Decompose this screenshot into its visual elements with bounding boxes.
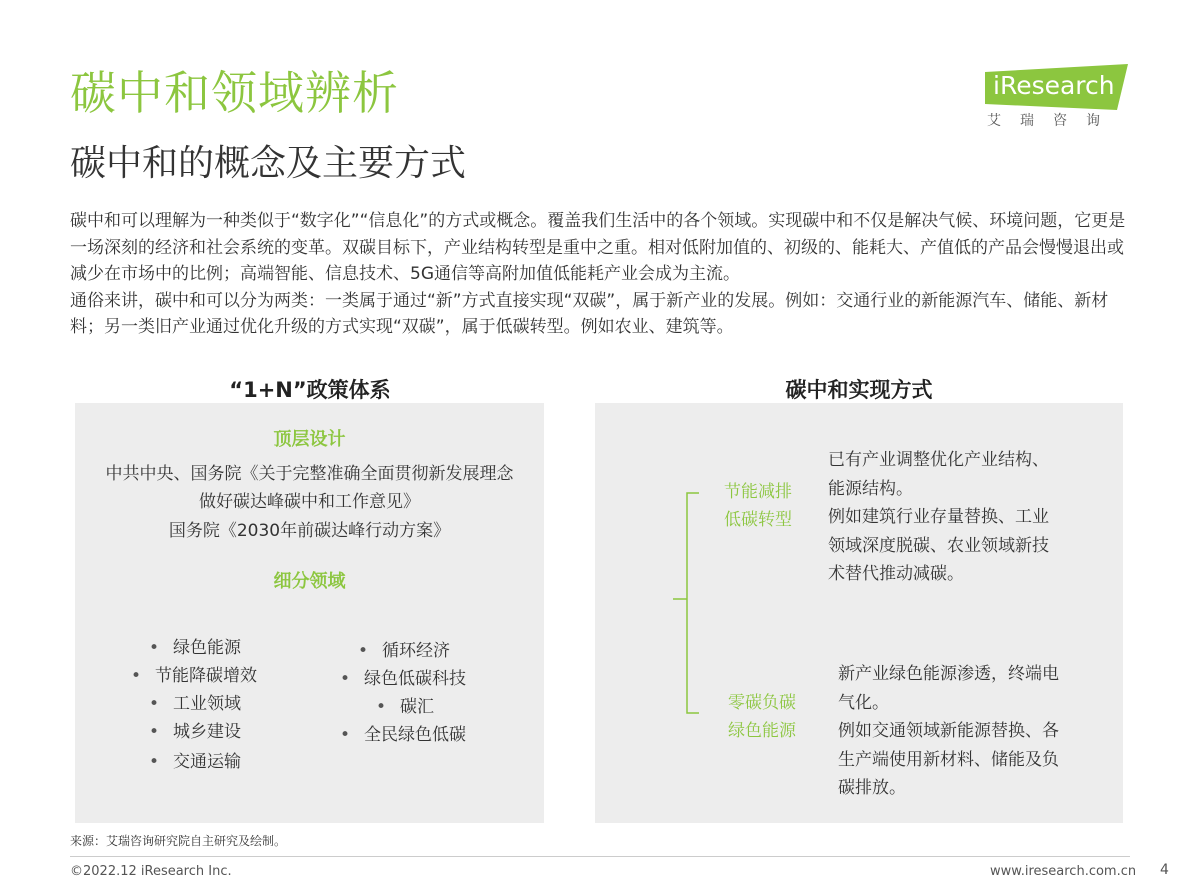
- area-list-item: • 城乡建设: [149, 722, 241, 742]
- sub-areas-label: 细分领域: [273, 571, 346, 592]
- copyright-text: ©2022.12 iResearch Inc.: [70, 864, 232, 879]
- policy-document-line: 国务院《2030年前碳达峰行动方案》: [168, 521, 451, 541]
- area-list-item: • 节能降碳增效: [131, 666, 257, 686]
- page-number: 4: [1160, 862, 1169, 878]
- intro-paragraph-1: 碳中和可以理解为一种类似于“数字化”“信息化”的方式或概念。覆盖我们生活中的各个领域。实现碳中和不仅是解决气候、环境问题，它更是一场深刻的经济和社会系统的变革。双碳目标下，产业结构转型是重中之重。相对低附加值的、初级的、能耗大、产值低的产品会慢慢退出或减少在市场中的比例；高端智能、信息技术、5G通信等高附加值低能耗产业会成为主流。: [70, 211, 1126, 284]
- bullet-icon: •: [149, 694, 160, 714]
- logo-chinese-name: 艾瑞咨询: [987, 113, 1119, 129]
- iresearch-logo: [985, 64, 1135, 136]
- area-list-item: • 绿色能源: [149, 638, 241, 658]
- bullet-icon: •: [340, 725, 351, 745]
- method-description: 已有产业调整优化产业结构、 能源结构。 例如建筑行业存量替换、工业 领域深度脱碳、农业领域新技 术替代推动减碳。: [828, 450, 1049, 584]
- logo-wordmark: iResearch: [993, 71, 1115, 100]
- page-title: 碳中和领域辨析: [70, 66, 399, 120]
- bullet-icon: •: [358, 641, 369, 661]
- intro-text: [70, 208, 1130, 341]
- area-list-item: • 绿色低碳科技: [340, 669, 466, 689]
- policy-document-line: 做好碳达峰碳中和工作意见》: [199, 492, 420, 512]
- method-description: 新产业绿色能源渗透，终端电 气化。 例如交通领域新能源替换、各 生产端使用新材料、储能及负 碳排放。: [838, 664, 1059, 798]
- area-list-item: • 全民绿色低碳: [340, 725, 466, 745]
- page-subtitle: 碳中和的概念及主要方式: [70, 143, 467, 184]
- policy-system-heading: “1+N”政策体系: [229, 378, 391, 402]
- policy-document-line: 中共中央、国务院《关于完整准确全面贯彻新发展理念: [105, 464, 514, 484]
- area-list-item: • 碳汇: [376, 697, 434, 717]
- methods-heading: 碳中和实现方式: [785, 378, 933, 402]
- area-list-item: • 交通运输: [149, 752, 241, 772]
- bullet-icon: •: [149, 722, 160, 742]
- bullet-icon: •: [131, 666, 142, 686]
- website-link[interactable]: www.iresearch.com.cn: [990, 864, 1137, 879]
- intro-paragraph-2: 通俗来讲，碳中和可以分为两类：一类属于通过“新”方式直接实现“双碳”，属于新产业的发展。例如：交通行业的新能源汽车、储能、新材料；另一类旧产业通过优化升级的方式实现“双碳”，属于低碳转型。例如农业、建筑等。: [70, 290, 1109, 337]
- method-label-energy-saving: 节能减排 低碳转型: [724, 482, 792, 530]
- bullet-icon: •: [149, 752, 160, 772]
- bullet-icon: •: [376, 697, 387, 717]
- area-list-item: • 循环经济: [358, 641, 450, 661]
- bracket-connector: [673, 491, 703, 721]
- top-design-label: 顶层设计: [273, 429, 346, 450]
- footer-divider: [70, 856, 1130, 857]
- source-note: 来源：艾瑞咨询研究院自主研究及绘制。: [70, 834, 287, 848]
- methods-panel: [595, 403, 1123, 823]
- policy-system-panel: [75, 403, 544, 823]
- area-list-item: • 工业领域: [149, 694, 241, 714]
- bullet-icon: •: [340, 669, 351, 689]
- method-label-zero-carbon: 零碳负碳 绿色能源: [728, 693, 796, 741]
- bullet-icon: •: [149, 638, 160, 658]
